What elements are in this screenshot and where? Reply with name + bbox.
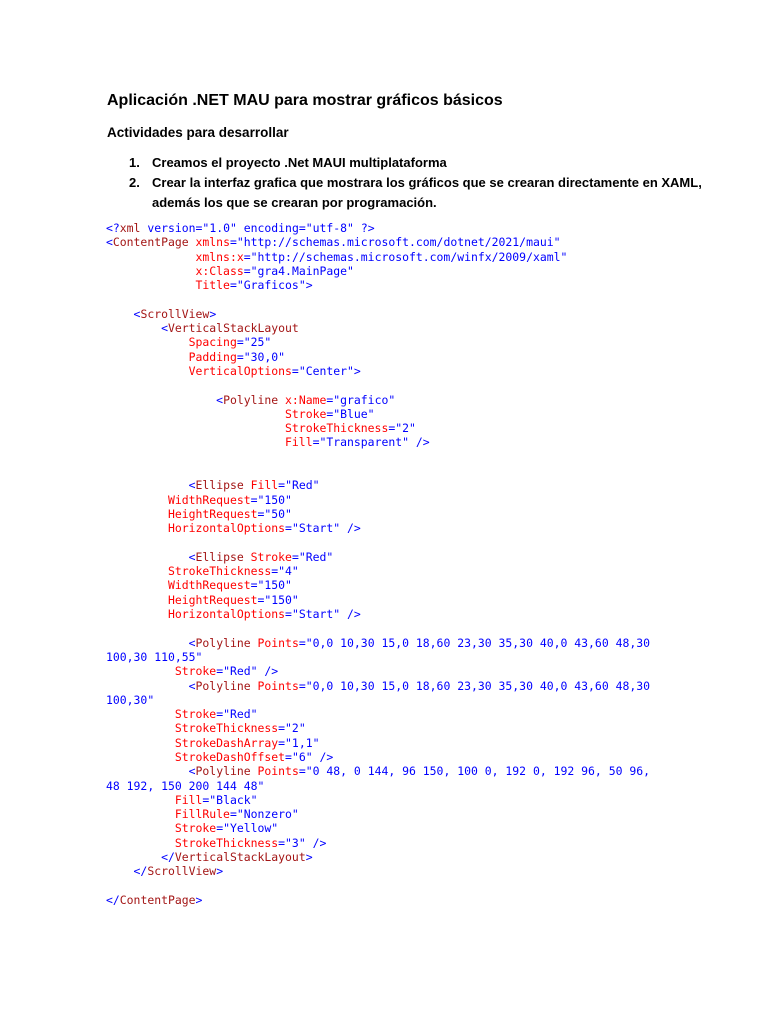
code-token: < (106, 764, 196, 779)
code-line (106, 893, 650, 907)
code-line (106, 779, 650, 793)
code-token: = (285, 749, 292, 764)
document-title: Aplicación .NET MAU para mostrar gráficos básicos (107, 92, 503, 109)
code-line (106, 407, 650, 421)
code-token: 48 192, 150 200 144 48" (106, 778, 265, 793)
code-token: ContentPage (112, 235, 189, 250)
code-token: ScrollView (140, 306, 210, 321)
code-token: Polyline (195, 635, 251, 650)
code-token: 100,30" (106, 692, 155, 707)
code-token: = (278, 478, 286, 493)
code-line (106, 335, 650, 349)
code-line (106, 693, 650, 707)
code-token: < (106, 235, 113, 250)
code-line (106, 364, 650, 378)
code-token: "Blue" (333, 406, 375, 421)
code-token: = (229, 278, 237, 293)
code-line (106, 521, 650, 535)
code-line (106, 679, 650, 693)
code-line (106, 564, 650, 578)
list-item-number: 1. (129, 155, 140, 170)
code-token: "Red" (223, 664, 258, 679)
code-token: Ellipse (195, 549, 244, 564)
code-line (106, 507, 650, 521)
code-token: "1,1" (285, 735, 320, 750)
code-line (106, 435, 650, 449)
code-line (106, 836, 650, 850)
code-token: Fill (106, 792, 203, 807)
code-line (106, 850, 650, 864)
code-line (106, 378, 650, 392)
list-item-text: Crear la interfaz grafica que mostrara los gráficos que se crearan directamente en XAML, (152, 175, 702, 190)
code-token: Points (250, 635, 299, 650)
code-token: 100,30 110,55" (106, 649, 203, 664)
xaml-code-block (106, 221, 650, 907)
code-token: Points (250, 764, 299, 779)
code-token: < (106, 549, 196, 564)
code-token: "150" (257, 492, 292, 507)
code-line (106, 478, 650, 492)
code-line (106, 321, 650, 335)
code-token: /> (257, 664, 279, 679)
code-token: < (106, 306, 141, 321)
code-line (106, 636, 650, 650)
code-token: > (305, 278, 313, 293)
code-line (106, 393, 650, 407)
code-token: HeightRequest (106, 592, 258, 607)
section-subtitle: Actividades para desarrollar (107, 125, 289, 140)
code-line (106, 235, 650, 249)
code-token: HorizontalOptions (106, 607, 286, 622)
code-line (106, 607, 650, 621)
code-line (106, 550, 650, 564)
code-token: = (326, 406, 334, 421)
code-token: > (353, 363, 361, 378)
code-line (106, 421, 650, 435)
code-token: = (216, 664, 224, 679)
code-token: > (195, 892, 203, 907)
code-line (106, 464, 650, 478)
code-token: < (106, 678, 196, 693)
code-line (106, 879, 650, 893)
code-token: "Red" (285, 478, 320, 493)
code-token: = (291, 363, 299, 378)
code-token: "http://schemas.microsoft.com/winfx/2009/xaml" (250, 249, 568, 264)
code-token: < (106, 321, 168, 336)
code-token: "2" (395, 421, 416, 436)
code-token: StrokeThickness (106, 835, 279, 850)
code-token: ContentPage (119, 892, 196, 907)
code-token: </ (106, 864, 148, 879)
code-line (106, 250, 650, 264)
code-token: <? (106, 221, 120, 235)
code-token: xml (119, 221, 141, 235)
code-token: = (236, 349, 244, 364)
code-token: = (250, 492, 258, 507)
code-line (106, 721, 650, 735)
code-token: Stroke (106, 707, 217, 722)
code-token: Fill (106, 435, 313, 450)
code-token: VerticalStackLayout (167, 321, 299, 336)
code-token: = (216, 821, 224, 836)
code-token: /> (312, 749, 334, 764)
code-token: version="1.0" encoding="utf-8" (140, 221, 361, 235)
code-token: = (243, 249, 251, 264)
code-token: = (243, 263, 251, 278)
code-token: = (229, 235, 237, 250)
code-line (106, 307, 650, 321)
code-token: "Start" (291, 607, 341, 622)
code-token: Padding (106, 349, 237, 364)
code-token: xmlns:x (106, 249, 244, 264)
code-token: WidthRequest (106, 578, 251, 593)
code-token: Stroke (243, 549, 292, 564)
code-line (106, 221, 650, 235)
code-token: x:Class (106, 263, 244, 278)
code-token: </ (106, 850, 175, 865)
code-token: Stroke (106, 406, 327, 421)
code-line (106, 650, 650, 664)
code-token: Points (250, 678, 299, 693)
code-token: "150" (257, 578, 292, 593)
code-token: "30,0" (243, 349, 286, 364)
code-token: "Red" (223, 707, 258, 722)
code-line (106, 707, 650, 721)
code-token: = (388, 421, 396, 436)
code-line (106, 750, 650, 764)
code-token: "6" (291, 749, 313, 764)
code-token: = (298, 678, 306, 693)
code-line (106, 578, 650, 592)
code-token: Spacing (106, 335, 237, 350)
code-token: /> (340, 521, 361, 536)
code-token: "Red" (298, 549, 334, 564)
code-token: "0,0 10,30 15,0 18,60 23,30 35,30 40,0 43,60 48,30 (305, 635, 651, 650)
code-token: = (257, 592, 265, 607)
code-token: "Center" (298, 363, 354, 378)
code-token: < (106, 478, 196, 493)
code-token: = (271, 564, 279, 579)
code-line (106, 736, 650, 750)
code-token: "Yellow" (223, 821, 279, 836)
code-token: "4" (278, 564, 299, 579)
code-token: < (106, 635, 196, 650)
code-token: "50" (264, 506, 292, 521)
code-token: /> (409, 435, 430, 450)
code-token: = (298, 764, 306, 779)
code-token: WidthRequest (106, 492, 251, 507)
code-token: Polyline (223, 392, 279, 407)
code-token: Polyline (195, 764, 251, 779)
code-token: = (291, 549, 299, 564)
code-token: "0 48, 0 144, 96 150, 100 0, 192 0, 192 96, 50 96, (305, 764, 651, 779)
code-token: HorizontalOptions (106, 521, 286, 536)
code-token: = (326, 392, 334, 407)
code-token: StrokeThickness (106, 564, 272, 579)
code-token: = (278, 835, 286, 850)
code-token: > (216, 864, 224, 879)
code-token: "3" (285, 835, 306, 850)
list-item-text: Creamos el proyecto .Net MAUI multiplataforma (152, 155, 447, 170)
code-token: = (250, 578, 258, 593)
code-token: = (285, 607, 292, 622)
code-token: Stroke (106, 821, 217, 836)
code-token: "gra4.MainPage" (250, 263, 354, 278)
code-token: StrokeThickness (106, 421, 389, 436)
code-token: Polyline (195, 678, 251, 693)
code-line (106, 536, 650, 550)
code-token: xmlns (188, 235, 230, 250)
code-token: /> (340, 607, 361, 622)
code-token: = (278, 721, 286, 736)
code-line (106, 864, 650, 878)
code-token: /> (305, 835, 327, 850)
code-token: HeightRequest (106, 506, 258, 521)
code-token: = (229, 807, 237, 822)
code-line (106, 450, 650, 464)
code-token: </ (106, 892, 120, 907)
code-token: StrokeDashOffset (106, 749, 286, 764)
code-token: "150" (264, 592, 299, 607)
code-token: Fill (243, 478, 279, 493)
code-line (106, 264, 650, 278)
code-token: "grafico" (333, 392, 396, 407)
code-token: FillRule (106, 807, 230, 822)
code-token: "2" (285, 721, 306, 736)
code-token: "25" (243, 335, 272, 350)
code-line (106, 278, 650, 292)
code-token: StrokeThickness (106, 721, 279, 736)
code-token: Title (106, 278, 230, 293)
code-line (106, 493, 650, 507)
code-token: Stroke (106, 664, 217, 679)
code-line (106, 292, 650, 306)
code-line (106, 350, 650, 364)
code-token: "http://schemas.microsoft.com/dotnet/2021/maui" (236, 235, 561, 250)
code-token: VerticalStackLayout (174, 850, 306, 865)
code-token: StrokeDashArray (106, 735, 279, 750)
code-token: = (312, 435, 320, 450)
code-token: < (106, 392, 224, 407)
code-line (106, 793, 650, 807)
code-token: "Transparent" (319, 435, 410, 450)
code-line (106, 821, 650, 835)
code-token: x:Name (278, 392, 327, 407)
code-token: = (202, 792, 210, 807)
code-token: > (209, 306, 217, 321)
code-token: = (257, 506, 265, 521)
code-token: = (298, 635, 306, 650)
code-token: "0,0 10,30 15,0 18,60 23,30 35,30 40,0 43,60 48,30 (305, 678, 651, 693)
code-token: VerticalOptions (106, 363, 292, 378)
code-token: "Start" (291, 521, 341, 536)
code-line (106, 764, 650, 778)
code-token: "Nonzero" (236, 807, 299, 822)
list-item-number: 2. (129, 175, 140, 190)
code-token: = (285, 521, 292, 536)
code-token: > (305, 850, 313, 865)
code-token: = (236, 335, 244, 350)
code-token: "Graficos" (236, 278, 306, 293)
code-line (106, 664, 650, 678)
code-token: = (278, 735, 286, 750)
code-line (106, 807, 650, 821)
code-token: ?> (360, 221, 375, 235)
code-token: = (216, 707, 224, 722)
code-token: Ellipse (195, 478, 244, 493)
code-token: ScrollView (147, 864, 217, 879)
list-item-text: además los que se crearan por programación. (152, 195, 437, 210)
code-token: "Black" (209, 792, 258, 807)
code-line (106, 593, 650, 607)
code-line (106, 621, 650, 635)
